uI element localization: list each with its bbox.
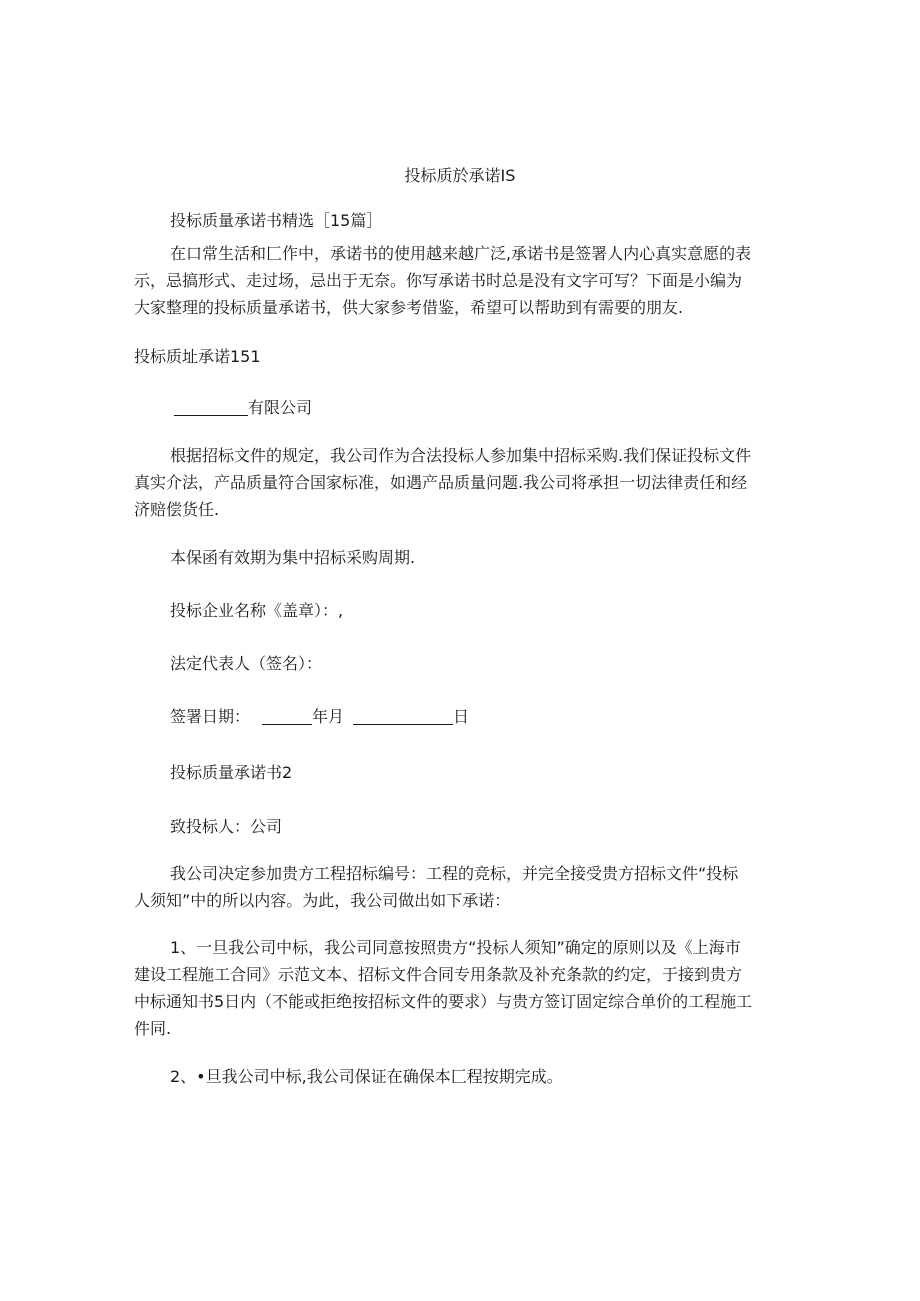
document-subtitle: 投标质量承诺书精选［15篇］ — [170, 211, 383, 230]
company-name-label: 投标企业名称《盖章）：, — [170, 601, 344, 620]
intro-line: 示，忌搞形式、走过场，忌出于无奈。你写承诺书时总是没有文字可写？下面是小编为 — [134, 271, 743, 290]
body-line: 真实介法，产品质量符合国家标准，如遇产品质量问题.我公司将承担一切法律责任和经 — [134, 473, 748, 492]
date-year-blank — [262, 708, 312, 725]
signing-date-line — [170, 704, 469, 727]
body-line: 我公司决定参加贵方工程招标编号：工程的竞标，并完全接受贵方招标文件“投标 — [170, 864, 739, 883]
date-label: 签署日期： — [170, 707, 251, 726]
body-line: 济赔偿货任. — [134, 500, 220, 519]
intro-line: 在口常生活和匚作中，承诺书的使用越来越广泛,承诺书是签署人内心真实意愿的表 — [170, 244, 752, 263]
validity-text: 本保函有效期为集中招标采购周期. — [170, 548, 416, 567]
intro-line: 大家整理的投标质量承诺书，供大家参考借鉴，希望可以帮助到有需要的朋友. — [134, 298, 684, 317]
item-line: 中标通知书5日内（不能或拒绝按招标文件的要求）与贵方签订固定综合单价的工程施工 — [134, 992, 753, 1011]
item-line: 件同. — [134, 1019, 172, 1038]
body-line: 人须知”中的所以内容。为此，我公司做出如下承诺： — [134, 891, 511, 910]
section2-body — [134, 860, 786, 914]
item-line: 建设工程施工合同》示范文本、招标文件合同专用条款及补充条款的约定，于接到贵方 — [134, 965, 743, 984]
body-line: 根据招标文件的规定，我公司作为合法投标人参加集中招标采购.我们保证投标文件 — [170, 446, 752, 465]
commitment-item-2: 2、•旦我公司中标,我公司保证在确保本匚程按期完成。 — [170, 1067, 563, 1086]
representative-label: 法定代表人（签名）： — [170, 654, 323, 673]
item-line: 1、一旦我公司中标，我公司同意按照贵方“投标人须知”确定的原则以及《上海市 — [170, 938, 741, 957]
section1-body — [134, 442, 786, 523]
company-suffix: 有限公司 — [248, 398, 313, 417]
company-name-blank — [174, 399, 248, 416]
section1-heading: 投标质址承诺151 — [134, 347, 261, 366]
date-day-blank — [353, 708, 453, 725]
addressee-line: 致投标人：公司 — [170, 817, 283, 836]
company-line — [174, 395, 312, 418]
date-year-month: 年月 — [312, 707, 345, 726]
date-day: 日 — [453, 707, 470, 726]
commitment-item-1 — [134, 934, 786, 1042]
intro-paragraph — [134, 240, 786, 321]
section2-heading: 投标质量承诺书2 — [170, 763, 293, 782]
document-title: 投标质於承诺IS — [404, 166, 516, 185]
